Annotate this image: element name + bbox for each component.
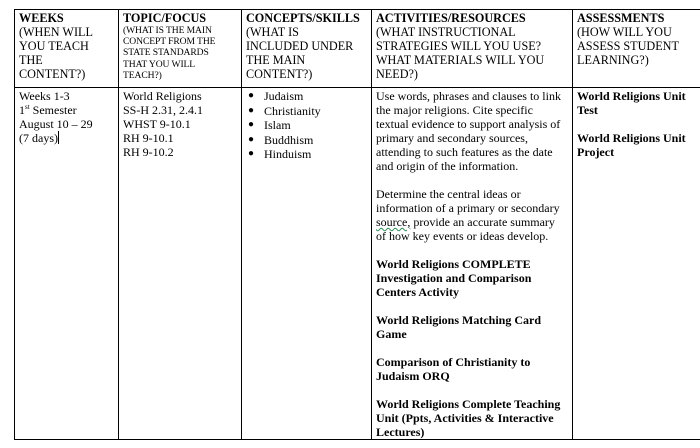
header-weeks-title: WEEKS bbox=[19, 11, 64, 25]
concept-item bbox=[248, 89, 367, 104]
activity-line: the major religions. Cite specific bbox=[376, 103, 533, 117]
assessment-line: World Religions Unit bbox=[577, 131, 686, 145]
activity-line: primary and secondary sources, bbox=[376, 131, 528, 145]
weeks-range: Weeks 1-3 bbox=[19, 89, 70, 103]
resource-line: World Religions Matching Card bbox=[376, 313, 542, 327]
activity-line bbox=[376, 215, 568, 229]
bullet-icon: ● bbox=[248, 119, 255, 130]
header-activities-line: STRATEGIES WILL YOU USE? bbox=[376, 39, 542, 53]
activity-line: attending to such features as the date bbox=[376, 145, 553, 159]
topic-line: World Religions bbox=[123, 89, 202, 103]
assessment-line: Test bbox=[577, 103, 598, 117]
assessments-cell[interactable] bbox=[573, 88, 700, 440]
weeks-days-line bbox=[19, 131, 114, 145]
header-concepts-title: CONCEPTS/SKILLS bbox=[246, 11, 360, 25]
concept-label: Islam bbox=[264, 118, 291, 132]
header-concepts bbox=[242, 10, 372, 88]
concept-label: Judaism bbox=[264, 89, 304, 103]
header-assessments-line: ASSESS STUDENT bbox=[577, 39, 679, 53]
header-topic-line: (WHAT IS THE MAIN bbox=[123, 25, 212, 36]
activities-cell[interactable] bbox=[372, 88, 573, 440]
activity-line: Determine the central ideas or bbox=[376, 187, 521, 201]
resource-comparison-orq bbox=[376, 355, 568, 383]
header-weeks-line: YOU TEACH bbox=[19, 39, 89, 53]
header-concepts-line: INCLUDED UNDER bbox=[246, 39, 354, 53]
bullet-icon: ● bbox=[248, 90, 255, 101]
weeks-cell[interactable] bbox=[15, 88, 119, 440]
activity-line: textual evidence to support analysis of bbox=[376, 117, 561, 131]
bullet-icon: ● bbox=[248, 148, 255, 159]
resource-line: Lectures) bbox=[376, 425, 425, 439]
concept-item bbox=[248, 147, 367, 162]
standard-line: RH 9-10.1 bbox=[123, 131, 174, 145]
concept-item bbox=[248, 118, 367, 133]
header-assessments-line: (HOW WILL YOU bbox=[577, 25, 672, 39]
header-topic-title: TOPIC/FOCUS bbox=[123, 11, 207, 25]
semester-number: 1 bbox=[19, 103, 25, 117]
concept-item bbox=[248, 103, 367, 119]
resource-line: Investigation and Comparison bbox=[376, 271, 532, 285]
semester-label: Semester bbox=[29, 103, 77, 117]
text-cursor bbox=[58, 131, 59, 144]
header-activities bbox=[372, 10, 573, 88]
activity-line-rest: provide an accurate summary bbox=[410, 215, 555, 229]
standard-line: WHST 9-10.1 bbox=[123, 117, 191, 131]
header-assessments bbox=[573, 10, 700, 88]
content-row bbox=[15, 88, 700, 440]
concepts-list bbox=[246, 89, 367, 162]
assessment-line: World Religions Unit bbox=[577, 89, 686, 103]
activity-line: and origin of the information. bbox=[376, 159, 519, 173]
activity-paragraph-2 bbox=[376, 187, 568, 243]
resource-line: Game bbox=[376, 327, 407, 341]
concept-label: Christianity bbox=[264, 103, 321, 118]
header-topic-line: TEACH?) bbox=[123, 69, 162, 81]
bullet-icon: ● bbox=[248, 104, 255, 116]
concept-item bbox=[248, 132, 367, 148]
concept-label: Hinduism bbox=[264, 147, 312, 161]
activity-line: information of a primary or secondary bbox=[376, 201, 560, 215]
header-assessments-line: LEARNING?) bbox=[577, 53, 649, 67]
header-topic bbox=[119, 10, 242, 88]
resource-complete-investigation bbox=[376, 257, 568, 299]
resource-line: Centers Activity bbox=[376, 285, 459, 299]
assessment-unit-test bbox=[577, 89, 700, 117]
header-topic-line: CONCEPT FROM THE bbox=[123, 36, 216, 48]
header-concepts-line: CONTENT?) bbox=[246, 67, 313, 81]
standard-line: SS-H 2.31, 2.4.1 bbox=[123, 103, 204, 117]
header-weeks-line: CONTENT?) bbox=[19, 67, 86, 81]
activity-line: of how key events or ideas develop. bbox=[376, 229, 549, 243]
concept-label: Buddhism bbox=[264, 132, 314, 147]
header-assessments-title: ASSESSMENTS bbox=[577, 11, 665, 25]
resource-line: Judaism ORQ bbox=[376, 369, 450, 383]
resource-line: Comparison of Christianity to bbox=[376, 355, 531, 369]
semester-line bbox=[19, 103, 114, 117]
resource-line: World Religions COMPLETE bbox=[376, 257, 531, 271]
weeks-days: (7 days) bbox=[19, 131, 58, 145]
header-activities-line: (WHAT INSTRUCTIONAL bbox=[376, 25, 516, 39]
weeks-dates: August 10 – 29 bbox=[19, 117, 93, 131]
header-row bbox=[15, 10, 700, 88]
assessment-unit-project bbox=[577, 131, 700, 159]
spellcheck-word: source, bbox=[376, 215, 411, 229]
activity-line: Use words, phrases and clauses to link bbox=[376, 89, 561, 103]
header-activities-title: ACTIVITIES/RESOURCES bbox=[376, 11, 526, 25]
header-weeks-line: THE bbox=[19, 53, 43, 67]
resource-matching-card-game bbox=[376, 313, 568, 341]
activity-paragraph-1 bbox=[376, 89, 568, 173]
header-weeks-line: (WHEN WILL bbox=[19, 25, 93, 39]
semester-ordinal: st bbox=[25, 103, 30, 111]
assessment-line: Project bbox=[577, 145, 615, 159]
concepts-cell[interactable] bbox=[242, 88, 372, 440]
header-activities-line: NEED?) bbox=[376, 67, 418, 81]
curriculum-plan-table bbox=[14, 9, 700, 440]
resource-teaching-unit bbox=[376, 397, 568, 439]
header-topic-line: THAT YOU WILL bbox=[123, 58, 196, 70]
header-concepts-line: THE MAIN bbox=[246, 53, 306, 67]
header-concepts-line: (WHAT IS bbox=[246, 25, 299, 39]
header-activities-line: WHAT MATERIALS WILL YOU bbox=[376, 53, 545, 67]
header-topic-line: STATE STANDARDS bbox=[123, 47, 209, 59]
resource-line: Unit (Ppts, Activities & Interactive bbox=[376, 411, 554, 425]
resource-line: World Religions Complete Teaching bbox=[376, 397, 561, 411]
bullet-icon: ● bbox=[248, 133, 255, 145]
topic-cell[interactable] bbox=[119, 88, 242, 440]
standard-line: RH 9-10.2 bbox=[123, 145, 174, 159]
header-weeks bbox=[15, 10, 119, 88]
